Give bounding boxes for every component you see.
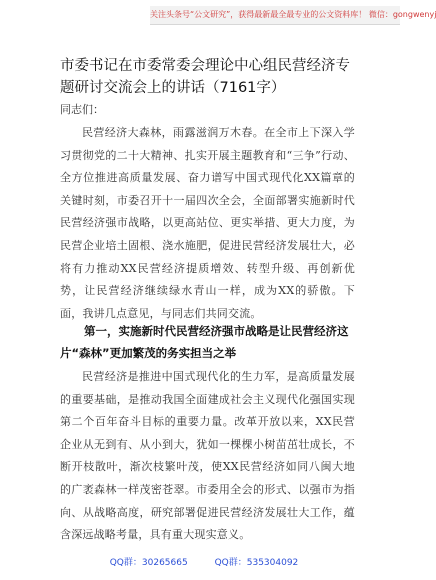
document-title: 市委书记在市委常委会理论中心组民营经济专题研讨交流会上的讲话（7161字） xyxy=(60,58,350,96)
paragraph-intro: 民营经济大森林，雨露滋润万木春。在全市上下深入学习贯彻党的二十大精神、扎实开展主题教育和“三争”行动、全方位推进高质量发展、奋力谱写中国式现代化XX篇章的关键时刻，市委召开十一届四次全会，全面部署实施新时代民营经济强市战略，以更高站位、更实举措、更大力度，为民营企业培土固根、浇水施肥，促进民营经济发展壮大，必将有力推动XX民营经济提质增效、转型升级、再创新优势，让民营经济继续绿水青山一样，成为XX的骄傲。下面，我讲几点意见，与同志们共同交流。 xyxy=(60,126,355,320)
footer-contact xyxy=(0,556,408,570)
footer-qq-group-2: QQ群：535304092 xyxy=(214,558,299,568)
paragraph-section-1: 民营经济是推进中国式现代化的生力军，是高质量发展的重要基础，是推动我国全面建成社会主义现代化强国实现第二个百年奋斗目标的重要力量。改革开放以来，XX民营企业从无到有、从小到大，犹如一棵棵小树苗茁壮成长，不断开枝散叶，渐次枝繁叶茂，使XX民营经济如同八闽大地的广袤森林一样茂密苍翠。市委用全会的形式、以强市为指向、从战略高度，研究部署促进民营经济发展壮大工作，蕴含深远战略考量，具有重大现实意义。 xyxy=(60,370,355,542)
section-heading-1: 第一，实施新时代民营经济强市战略是让民营经济这片“森林”更加繁茂的务实担当之举 xyxy=(60,324,349,360)
greeting: 同志们： xyxy=(60,103,104,116)
footer-qq-group-1: QQ群：30265665 xyxy=(109,558,188,568)
promo-banner: 关注头条号“公文研究”，获得最新最全最专业的公文资料库！ 微信：gongwenyj xyxy=(150,6,400,25)
